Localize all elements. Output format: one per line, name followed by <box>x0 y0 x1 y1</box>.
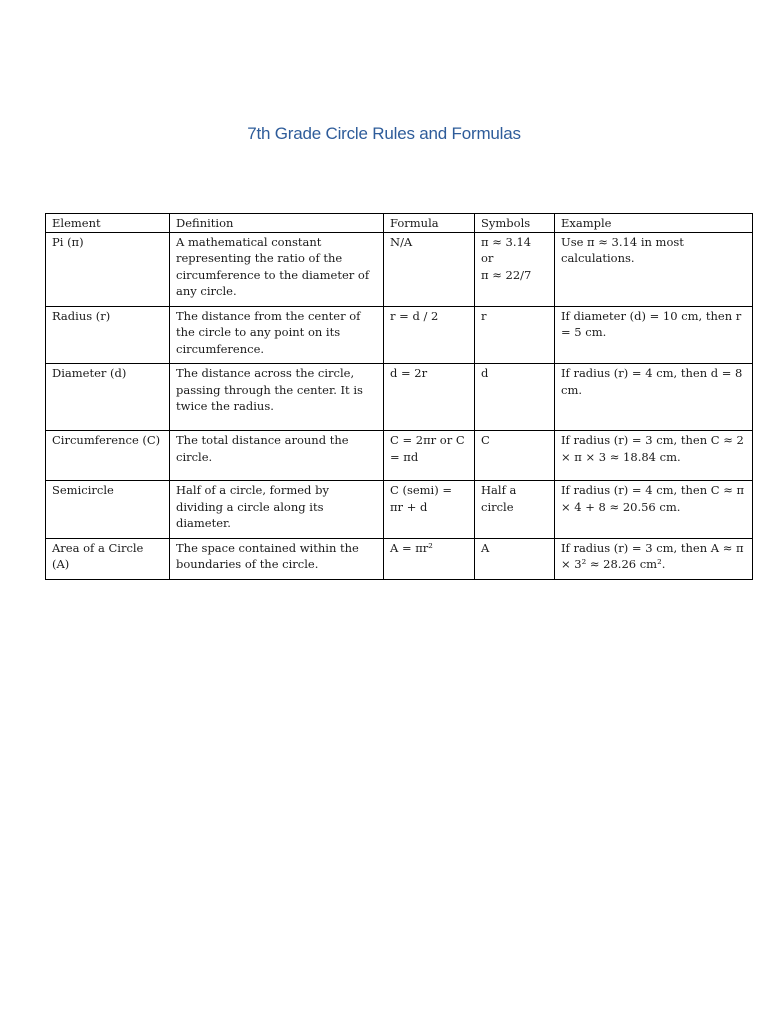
cell-definition: The space contained within the boundaries of the circle. <box>170 538 384 579</box>
cell-symbols <box>475 232 555 306</box>
header-definition: Definition <box>170 214 384 233</box>
cell-formula: C = 2πr or C = πd <box>384 431 475 481</box>
cell-example: If radius (r) = 3 cm, then C ≈ 2 × π × 3 ≈ 18.84 cm. <box>555 431 753 481</box>
cell-symbols: r <box>475 306 555 364</box>
page-title: 7th Grade Circle Rules and Formulas <box>247 124 521 143</box>
cell-symbols: A <box>475 538 555 579</box>
cell-formula: A = πr² <box>384 538 475 579</box>
cell-element: Semicircle <box>46 481 170 539</box>
symbol-line: π ≈ 22/7 <box>481 267 532 282</box>
cell-definition: The distance across the circle, passing through the center. It is twice the radius. <box>170 364 384 431</box>
header-example: Example <box>555 214 753 233</box>
cell-element: Area of a Circle (A) <box>46 538 170 579</box>
cell-symbols: d <box>475 364 555 431</box>
cell-element: Pi (π) <box>46 232 170 306</box>
table-row <box>46 306 753 364</box>
cell-example: Use π ≈ 3.14 in most calculations. <box>555 232 753 306</box>
cell-definition: A mathematical constant representing the ratio of the circumference to the diameter of any circle. <box>170 232 384 306</box>
cell-symbols: C <box>475 431 555 481</box>
cell-definition: Half of a circle, formed by dividing a circle along its diameter. <box>170 481 384 539</box>
cell-symbols: Half a circle <box>475 481 555 539</box>
table-header-row <box>46 214 753 233</box>
header-formula: Formula <box>384 214 475 233</box>
header-symbols: Symbols <box>475 214 555 233</box>
cell-definition: The total distance around the circle. <box>170 431 384 481</box>
cell-formula: d = 2r <box>384 364 475 431</box>
cell-element: Circumference (C) <box>46 431 170 481</box>
symbol-line: or <box>481 251 494 265</box>
header-element: Element <box>46 214 170 233</box>
cell-formula: r = d / 2 <box>384 306 475 364</box>
table-row <box>46 431 753 481</box>
circle-rules-table <box>45 213 753 580</box>
cell-formula: C (semi) = πr + d <box>384 481 475 539</box>
cell-definition: The distance from the center of the circle to any point on its circumference. <box>170 306 384 364</box>
table-row <box>46 232 753 306</box>
symbol-line: π ≈ 3.14 <box>481 234 532 249</box>
table-row <box>46 364 753 431</box>
cell-formula: N/A <box>384 232 475 306</box>
table-row <box>46 481 753 539</box>
cell-element: Radius (r) <box>46 306 170 364</box>
table-row <box>46 538 753 579</box>
cell-example: If radius (r) = 4 cm, then d = 8 cm. <box>555 364 753 431</box>
cell-example: If radius (r) = 4 cm, then C ≈ π × 4 + 8 ≈ 20.56 cm. <box>555 481 753 539</box>
cell-element: Diameter (d) <box>46 364 170 431</box>
cell-example: If diameter (d) = 10 cm, then r = 5 cm. <box>555 306 753 364</box>
cell-example: If radius (r) = 3 cm, then A ≈ π × 3² ≈ 28.26 cm². <box>555 538 753 579</box>
